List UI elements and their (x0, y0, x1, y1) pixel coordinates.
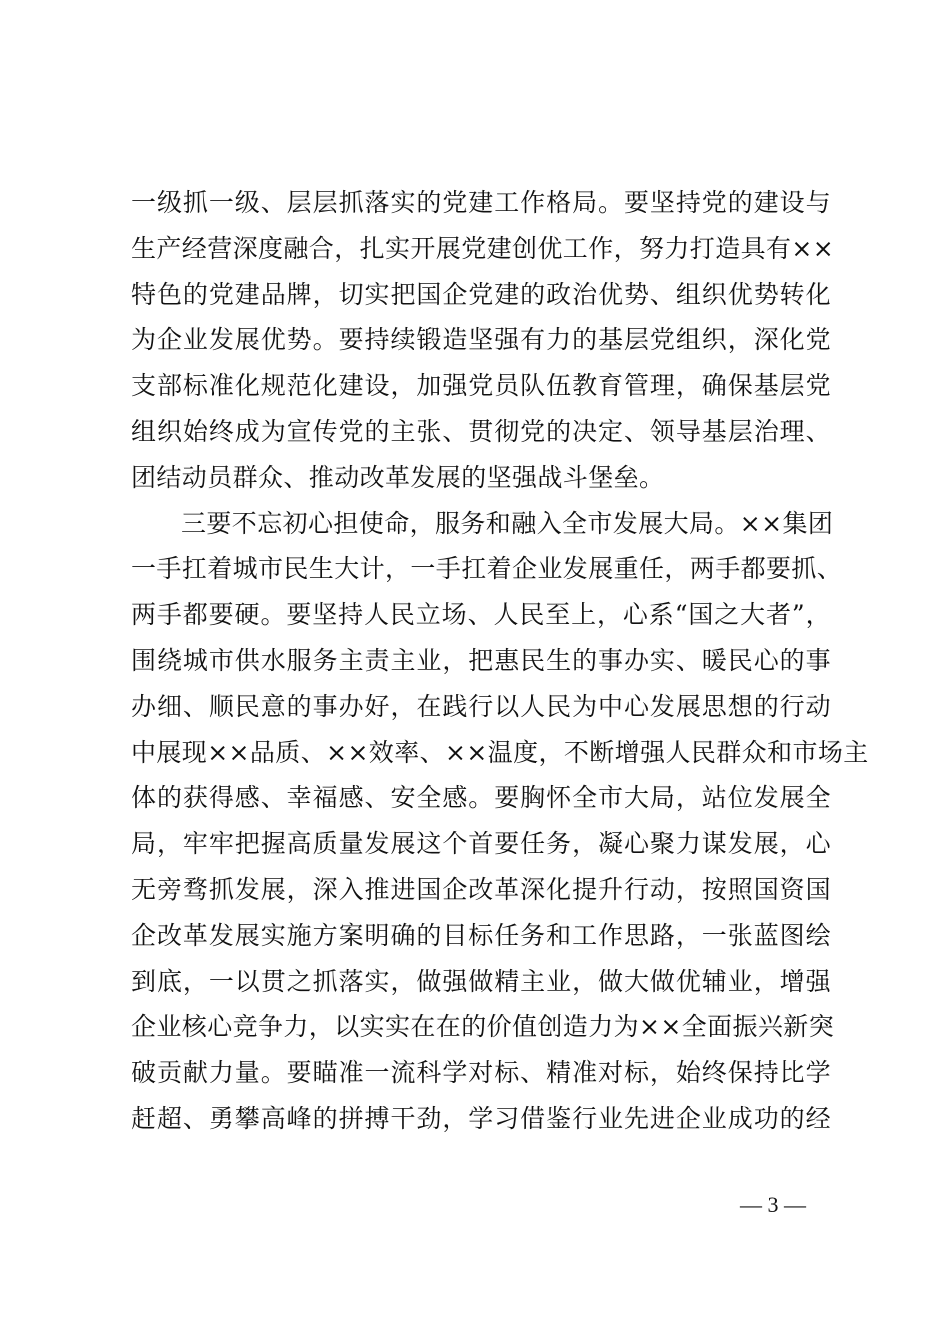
text-line: 支部标准化规范化建设，加强党员队伍教育管理，确保基层党 (131, 371, 831, 401)
page-number: — 3 — (740, 1192, 806, 1217)
text-line: 中展现××品质、××效率、××温度，不断增强人民群众和市场主 (131, 737, 869, 767)
paragraph-1 (131, 180, 835, 501)
text-line: 特色的党建品牌，切实把国企党建的政治优势、组织优势转化 (131, 279, 831, 309)
text-line: 团结动员群众、推动改革发展的坚强战斗堡垒。 (131, 462, 665, 492)
text-line: 到底，一以贯之抓落实，做强做精主业，做大做优辅业，增强 (131, 966, 831, 996)
text-line (131, 1142, 831, 1188)
text-line: 体的获得感、幸福感、安全感。要胸怀全市大局，站位发展全 (131, 783, 831, 813)
text-line: 企改革发展实施方案明确的目标任务和工作思路，一张蓝图绘 (131, 920, 831, 950)
text-line: 局，牢牢把握高质量发展这个首要任务，凝心聚力谋发展，心 (131, 829, 831, 859)
body-text (131, 180, 869, 1188)
text-line: 一级抓一级、层层抓落实的党建工作格局。要坚持党的建设与 (131, 188, 831, 217)
text-line: 企业核心竞争力，以实实在在的价值创造力为××全面振兴新突 (131, 1012, 835, 1042)
text-line: 办细、顺民意的事办好，在践行以人民为中心发展思想的行动 (131, 691, 831, 721)
text-line: 无旁骛抓发展，深入推进国企改革深化提升行动，按照国资国 (131, 874, 831, 904)
text-line: 破贡献力量。要瞄准一流科学对标、精准对标，始终保持比学 (131, 1058, 831, 1088)
text-line: 三要不忘初心担使命，服务和融入全市发展大局。××集团 (181, 508, 834, 538)
text-line: 一手扛着城市民生大计，一手扛着企业发展重任，两手都要抓、 (131, 554, 843, 584)
text-line: 赶超、勇攀高峰的拼搏干劲，学习借鉴行业先进企业成功的经 (131, 1103, 831, 1133)
text-line: 生产经营深度融合，扎实开展党建创优工作，努力打造具有×× (131, 233, 835, 263)
text-line: 两手都要硬。要坚持人民立场、人民至上，心系“国之大者”， (131, 600, 831, 630)
text-line: 围绕城市供水服务主责主业，把惠民生的事办实、暖民心的事 (131, 645, 831, 675)
text-line: 组织始终成为宣传党的主张、贯彻党的决定、领导基层治理、 (131, 416, 831, 446)
paragraph-2 (131, 501, 869, 1188)
text-line: 为企业发展优势。要持续锻造坚强有力的基层党组织，深化党 (131, 325, 831, 355)
